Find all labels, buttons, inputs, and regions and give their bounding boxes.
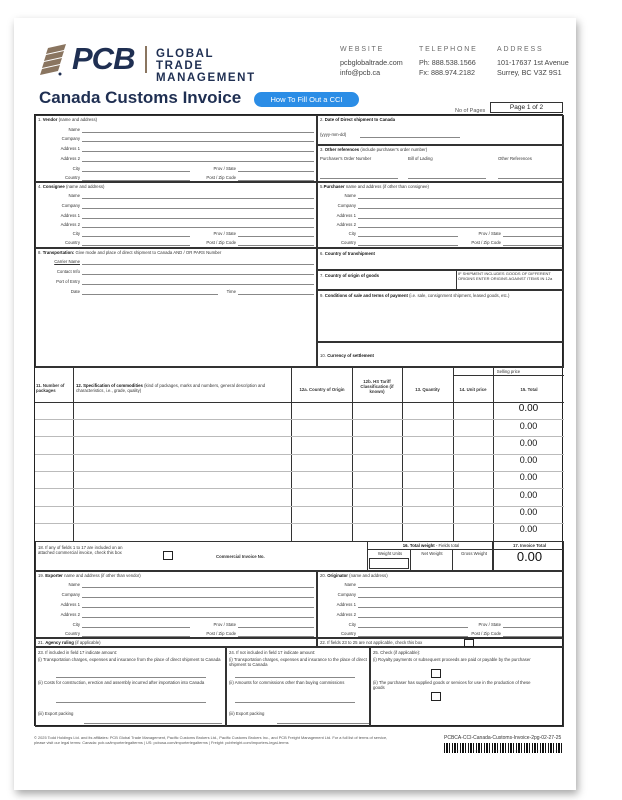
transport-time-input[interactable] [238, 294, 314, 295]
field-2-label: 2. Date of Direct shipment to Canada [320, 117, 395, 122]
field-4-label: 4. Consignee (name and address) [38, 184, 105, 189]
purchaser-order-label: Purchaser's Order Number [320, 156, 372, 161]
originator-company-input[interactable] [358, 597, 562, 598]
document-id: PCBCA-CCI-Canada-Customs-Invoice-2pg-02-27-25 [444, 735, 562, 741]
weight-units-label: Weight Units [377, 551, 403, 556]
exporter-city-input[interactable] [82, 627, 190, 628]
carrier-name-input[interactable] [82, 264, 314, 265]
originator-address1-input[interactable] [358, 607, 562, 608]
website-heading: WEBSITE [340, 46, 385, 53]
row-4-total[interactable]: 0.00 [519, 455, 538, 465]
row-5-total[interactable]: 0.00 [519, 472, 538, 482]
pcb-logo-mark-icon [40, 42, 76, 78]
field-24-iii-input[interactable] [277, 723, 369, 724]
consignee-prov-input[interactable] [238, 236, 314, 237]
col-header-hs-tariff: 12b. HS Tariff Classification (if known) [360, 379, 394, 394]
row-divider [35, 471, 564, 472]
row-8-total[interactable]: 0.00 [519, 524, 538, 534]
vendor-postal-input[interactable] [238, 180, 314, 181]
field-19-label: 19. Exporter name and address (if other than vendor) [38, 573, 141, 578]
originator-address1-label: Address 1 [336, 602, 356, 607]
weight-col-divider [452, 549, 453, 571]
address-heading: ADDRESS [497, 46, 544, 53]
purchaser-company-input[interactable] [358, 208, 562, 209]
phone-number: Ph: 888.538.1566 [419, 58, 476, 67]
purchaser-city-label: City [348, 231, 356, 236]
field-23-iii-input[interactable] [84, 723, 222, 724]
row-divider [35, 523, 564, 524]
invoice-total-value[interactable]: 0.00 [516, 549, 543, 564]
field-22-not-applicable [317, 638, 564, 647]
field-9-conditions-of-sale[interactable] [317, 290, 564, 342]
vendor-prov-label: Prov / State [213, 166, 236, 171]
page-title: Canada Customs Invoice [39, 88, 242, 107]
originator-prov-input[interactable] [503, 627, 562, 628]
field-5-label: 5.Purchaser name and address (if other than consignee) [320, 184, 429, 189]
purchaser-name-label: Name [344, 193, 356, 198]
originator-address2-label: Address 2 [336, 612, 356, 617]
consignee-country-label: Country [64, 240, 80, 245]
telephone-heading: TELEPHONE [419, 46, 478, 53]
telephone-block [419, 45, 478, 78]
field-17-invoice-total [493, 541, 564, 571]
gross-weight-label: Gross Weight [461, 551, 487, 556]
exporter-address2-input[interactable] [82, 617, 314, 618]
selling-price-divider [453, 375, 564, 376]
field-25-ii-checkbox[interactable] [431, 692, 441, 701]
field-22-label: 22. If fields 23 to 25 are not applicable, check this box [320, 640, 423, 645]
port-of-entry-label: Port of Entry [56, 279, 80, 284]
exporter-prov-input[interactable] [238, 627, 314, 628]
row-divider [35, 419, 564, 420]
originator-prov-label: Prov / State [478, 622, 501, 627]
vendor-prov-input[interactable] [238, 171, 314, 172]
exporter-country-input[interactable] [82, 636, 190, 637]
fax-number: Fx: 888.974.2182 [419, 68, 475, 77]
field-25-i-checkbox[interactable] [431, 669, 441, 678]
consignee-address2-label: Address 2 [60, 222, 80, 227]
brand-subtitle-line1: GLOBAL TRADE [156, 48, 214, 72]
field-5-purchaser [317, 182, 564, 248]
address-line1: 101-17637 1st Avenue [497, 58, 569, 67]
how-to-fill-button[interactable]: How To Fill Out a CCI [254, 92, 359, 107]
commodities-table [35, 367, 564, 541]
brand-name: PCB [72, 41, 135, 76]
field-23-ii-input[interactable] [56, 702, 206, 703]
originator-country-label: Country [340, 631, 356, 636]
originator-name-label: Name [344, 582, 356, 587]
field-8-label: 8. Transportation: Give mode and place of direct shipment to Canada AND / OR PARS Number [38, 250, 222, 255]
customs-form [34, 114, 563, 726]
field-24-i-label: (i) Transportation charges, expenses and insurance to the place of direct shipment to Canada [229, 657, 367, 667]
consignee-city-input[interactable] [82, 236, 190, 237]
field-9-label: 9. Conditions of sale and terms of payment (i.e. sale, consignment shipment, leased goods, etc.) [320, 293, 510, 298]
pcb-logo [40, 40, 256, 84]
field-3-other-references [317, 145, 564, 182]
vendor-name-input[interactable] [82, 132, 314, 133]
col-header-packages: 11. Number of packages [36, 383, 65, 393]
row-divider [35, 436, 564, 437]
field-25-i-label: (i) Royalty payments or subsequent proceeds are paid or payable by the purchaser [373, 657, 531, 662]
field-25-ii-label: (ii) The purchaser has supplied goods or services for use in the production of these goods [373, 680, 531, 690]
field-6-transhipment[interactable] [317, 248, 564, 270]
vendor-city-label: City [72, 166, 80, 171]
vendor-address2-input[interactable] [82, 161, 314, 162]
purchaser-address2-label: Address 2 [336, 222, 356, 227]
no-of-pages-label: No of Pages [455, 108, 486, 114]
vendor-address2-label: Address 2 [60, 156, 80, 161]
field-19-exporter [35, 571, 317, 638]
vendor-address1-input[interactable] [82, 151, 314, 152]
consignee-prov-label: Prov / State [213, 231, 236, 236]
col-header-origin: 12a. Country of Origin [299, 387, 345, 392]
carrier-name-label: Carrier Name [54, 259, 80, 264]
field-24-label: 24. If not included in field 17 indicate amount: [229, 650, 316, 655]
row-divider [35, 454, 564, 455]
purchaser-address1-label: Address 1 [336, 213, 356, 218]
selling-price-header: Selling price [496, 369, 521, 374]
field-3-label: 3. Other references (include purchaser's order number) [320, 147, 428, 152]
originator-name-input[interactable] [358, 587, 562, 588]
exporter-address1-input[interactable] [82, 607, 314, 608]
transport-date-label: Date [70, 289, 80, 294]
purchaser-company-label: Company [337, 203, 356, 208]
field-18-checkbox[interactable] [163, 551, 173, 560]
purchaser-prov-input[interactable] [503, 236, 562, 237]
exporter-address1-label: Address 1 [60, 602, 80, 607]
field-16-label: 16. Total weight - Fields total [402, 543, 460, 548]
shipment-date-input[interactable] [360, 137, 460, 138]
website-block [340, 45, 403, 78]
row-3-total[interactable]: 0.00 [519, 438, 538, 448]
consignee-company-label: Company [61, 203, 80, 208]
date-format-hint: (yyyy-mm-dd) [320, 132, 347, 137]
consignee-address2-input[interactable] [82, 227, 314, 228]
vendor-city-input[interactable] [82, 171, 190, 172]
purchaser-prov-label: Prov / State [478, 231, 501, 236]
col-header-unit-price: 14. Unit price [459, 387, 487, 392]
consignee-company-input[interactable] [82, 208, 314, 209]
origin-note: IF SHIPMENT INCLUDES GOODS OF DIFFERENT ORIGINS ENTER ORIGINS AGAINST ITEMS IN 12a [456, 270, 564, 290]
row-6-total[interactable]: 0.00 [519, 490, 538, 500]
col-header-total: 15. Total [520, 387, 538, 392]
field-17-label: 17. Invoice Total [512, 543, 547, 548]
vendor-postal-label: Post / Zip Code [206, 175, 236, 180]
field-10-label: 10. Currency of settlement [320, 353, 374, 358]
field-23-i-input[interactable] [56, 677, 206, 678]
field-20-originator [317, 571, 564, 638]
invoice-page [14, 18, 576, 790]
field-1-label: 1. Vendor (name and address) [38, 117, 98, 122]
purchaser-postal-label: Post / Zip Code [471, 240, 501, 245]
exporter-address2-label: Address 2 [60, 612, 80, 617]
field-16-total-weight [367, 541, 493, 571]
contact-info-input[interactable] [82, 274, 314, 275]
originator-address2-input[interactable] [358, 617, 562, 618]
consignee-name-input[interactable] [82, 198, 314, 199]
field-18-label: 18. If any of fields 1 to 17 are included on an attached commercial invoice, check this box [38, 545, 123, 555]
website-email[interactable]: info@pcb.ca [340, 68, 381, 77]
transport-date-input[interactable] [82, 294, 218, 295]
field-23-included-amounts [35, 647, 226, 727]
legal-footer: © 2025 Todd Holdings Ltd. and its affiliates: PCB Global Trade Management, Pacific Customs Brokers Ltd., Pacific Customs Brokers Inc., and PCB Freight Management Ltd. For a full list of terms of service, please visit our legal terms: Canada: pcb.ca/importerlegalterms | US: pcbusa.com/importerlegalterms | Freight: pcbfreight.com/importers-legal-terms [34, 735, 388, 746]
field-24-i-input[interactable] [235, 677, 355, 678]
field-23-label: 23. If included in field 17 indicate amount: [38, 650, 118, 655]
field-24-ii-input[interactable] [235, 702, 355, 703]
exporter-postal-label: Post / Zip Code [206, 631, 236, 636]
consignee-country-input[interactable] [82, 245, 190, 246]
field-8-transportation [35, 248, 317, 367]
purchaser-address1-input[interactable] [358, 218, 562, 219]
exporter-country-label: Country [64, 631, 80, 636]
consignee-postal-input[interactable] [238, 245, 314, 246]
originator-city-input[interactable] [358, 627, 468, 628]
field-22-checkbox[interactable] [464, 639, 474, 647]
field-23-i-label: (i) Transportation charges, expenses and insurance from the place of direct shipment to Canada [38, 657, 221, 662]
consignee-postal-label: Post / Zip Code [206, 240, 236, 245]
row-7-total[interactable]: 0.00 [519, 507, 538, 517]
field-6-label: 6. Country of transhipment [320, 251, 375, 256]
field-1-vendor [35, 115, 317, 182]
vendor-address1-label: Address 1 [60, 146, 80, 151]
purchaser-city-input[interactable] [358, 236, 458, 237]
brand-subtitle [156, 48, 256, 84]
field-24-iii-label: (iii) Export packing [229, 711, 265, 716]
bill-of-lading-label: Bill of Lading [408, 156, 433, 161]
row-1-total[interactable]: 0.00 [518, 403, 539, 414]
field-20-label: 20. Originator (name and address) [320, 573, 388, 578]
weight-units-input[interactable] [369, 558, 409, 569]
other-references-label: Other References [498, 156, 532, 161]
purchaser-address2-input[interactable] [358, 227, 562, 228]
originator-postal-input[interactable] [503, 636, 562, 637]
field-24-not-included-amounts [226, 647, 370, 727]
field-2-shipment-date [317, 115, 564, 145]
exporter-name-label: Name [68, 582, 80, 587]
col-header-specification: 12. Specification of commodities (kind of packages, marks and numbers, general description and characteristics, i.e., grade, quality) [76, 383, 266, 393]
weight-col-divider [410, 549, 411, 571]
field-21-label: 21. Agency ruling (if applicable) [38, 640, 101, 645]
exporter-company-input[interactable] [82, 597, 314, 598]
header-bottom-border [35, 402, 564, 403]
col-header-quantity: 13. Quantity [415, 387, 440, 392]
exporter-prov-label: Prov / State [213, 622, 236, 627]
website-url[interactable]: pcbglobaltrade.com [340, 58, 403, 67]
purchaser-order-input[interactable] [320, 178, 398, 179]
brand-subtitle-line2: MANAGEMENT [156, 72, 256, 84]
commercial-invoice-no-label: Commercial Invoice No. [216, 554, 265, 559]
originator-country-input[interactable] [358, 636, 468, 637]
purchaser-name-input[interactable] [358, 198, 562, 199]
field-10-currency[interactable] [317, 342, 564, 367]
vendor-name-label: Name [68, 127, 80, 132]
field-25-label: 25. Check (if applicable): [373, 650, 421, 655]
page-indicator-field[interactable]: Page 1 of 2 [490, 102, 563, 113]
other-references-input[interactable] [498, 178, 562, 179]
table-top-border [35, 367, 564, 368]
vendor-country-label: Country [64, 175, 80, 180]
originator-postal-label: Post / Zip Code [471, 631, 501, 636]
row-divider [35, 488, 564, 489]
vendor-country-input[interactable] [82, 180, 190, 181]
weight-divider [368, 549, 493, 550]
field-7-country-origin[interactable] [317, 270, 564, 290]
originator-city-label: City [348, 622, 356, 627]
exporter-company-label: Company [61, 592, 80, 597]
field-23-ii-label: (ii) Costs for construction, erection and assembly incurred after importation into Canada [38, 680, 205, 685]
transport-time-label: Time [226, 289, 236, 294]
vendor-company-label: Company [61, 136, 80, 141]
exporter-city-label: City [72, 622, 80, 627]
consignee-address1-label: Address 1 [60, 213, 80, 218]
exporter-postal-input[interactable] [238, 636, 314, 637]
field-23-iii-label: (iii) Export packing [38, 711, 74, 716]
field-24-ii-label: (ii) Amounts for commissions other than buying commissions [229, 680, 345, 685]
vendor-company-input[interactable] [82, 141, 314, 142]
barcode-icon [444, 743, 562, 753]
consignee-name-label: Name [68, 193, 80, 198]
exporter-name-input[interactable] [82, 587, 314, 588]
net-weight-label: Net Weight [421, 551, 443, 556]
consignee-address1-input[interactable] [82, 218, 314, 219]
field-25-check-if-applicable [370, 647, 564, 727]
originator-company-label: Company [337, 592, 356, 597]
consignee-city-label: City [72, 231, 80, 236]
purchaser-country-label: Country [340, 240, 356, 245]
address-line2: Surrey, BC V3Z 9S1 [497, 68, 562, 77]
logo-divider [145, 46, 147, 73]
address-block [497, 45, 569, 78]
field-7-label: 7. Country of origin of goods [320, 273, 379, 278]
field-18-commercial-invoice [35, 541, 367, 571]
bill-of-lading-input[interactable] [408, 178, 486, 179]
row-2-total[interactable]: 0.00 [519, 421, 538, 431]
purchaser-postal-input[interactable] [503, 245, 562, 246]
contact-info-label: Contact Info [56, 269, 80, 274]
port-of-entry-input[interactable] [82, 284, 314, 285]
field-4-consignee [35, 182, 317, 248]
field-21-agency-ruling[interactable] [35, 638, 317, 647]
row-divider [35, 506, 564, 507]
purchaser-country-input[interactable] [358, 245, 458, 246]
